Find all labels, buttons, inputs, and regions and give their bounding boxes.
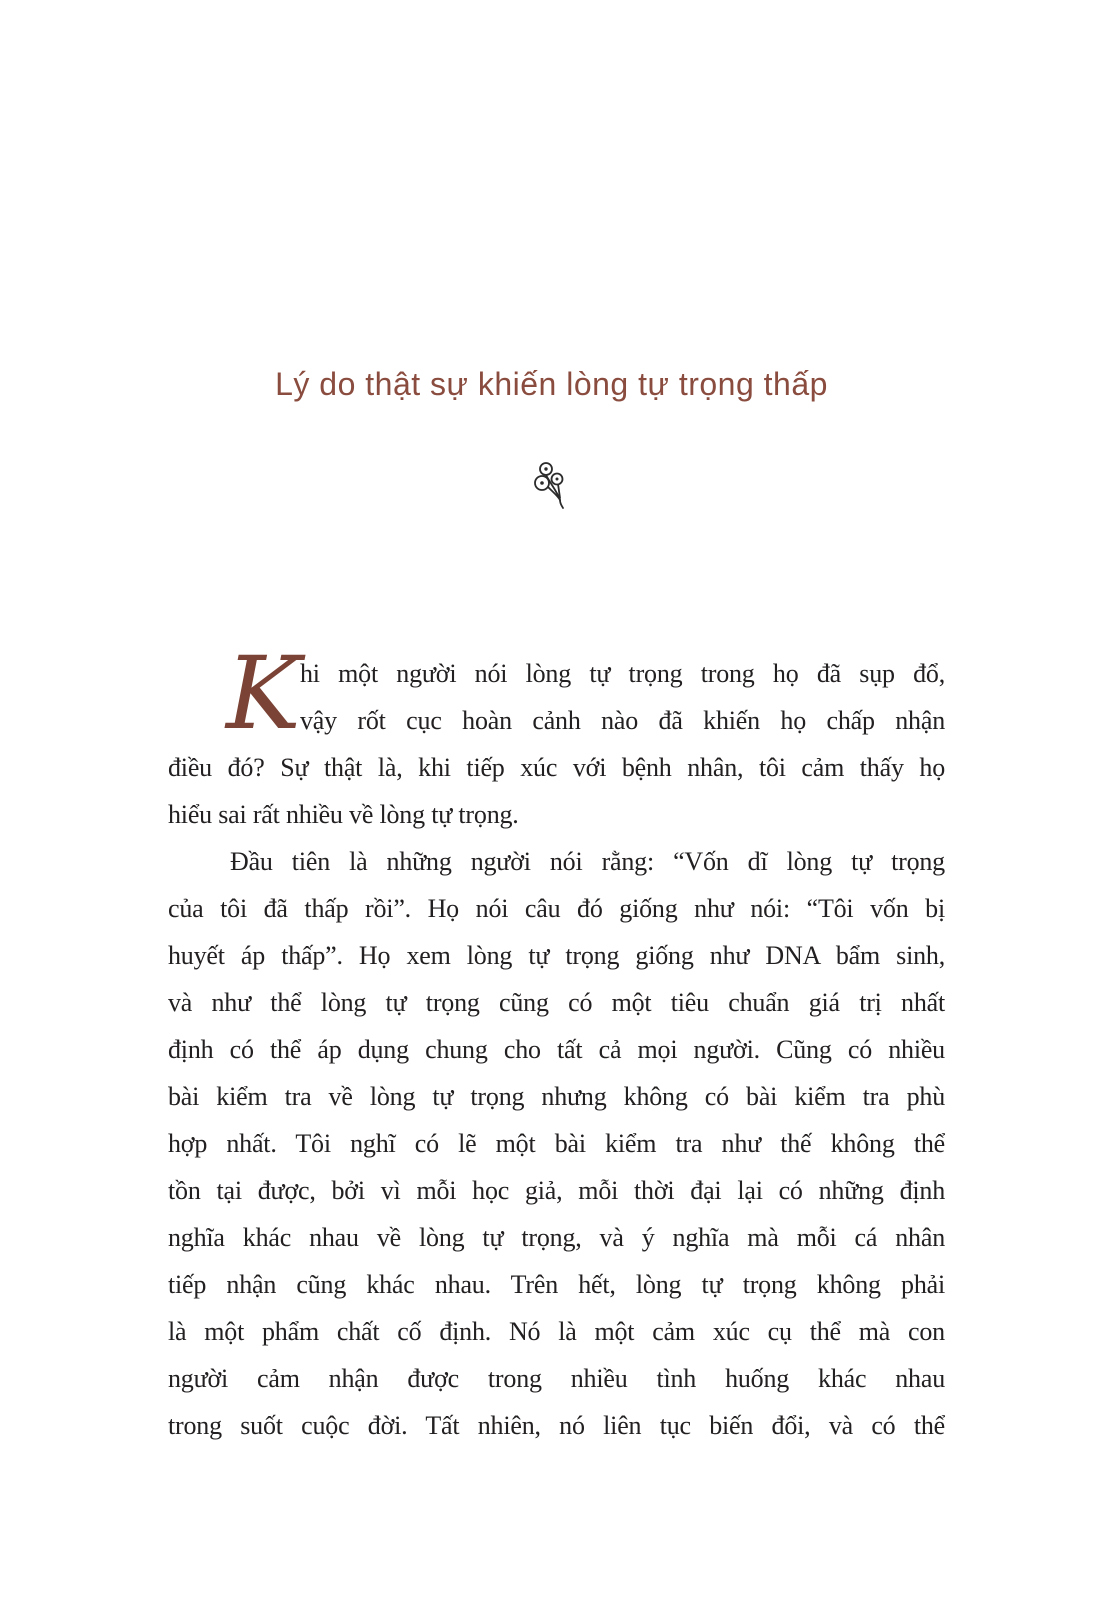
text-line: nghĩa khác nhau về lòng tự trọng, và ý nghĩa mà mỗi cá nhân xyxy=(168,1223,945,1252)
text-line: hiểu sai rất nhiều về lòng tự trọng. xyxy=(168,800,519,829)
text-line: bài kiểm tra về lòng tự trọng nhưng không có bài kiểm tra phù xyxy=(168,1082,945,1111)
text-line: trong suốt cuộc đời. Tất nhiên, nó liên tục biến đổi, và có thể xyxy=(168,1411,945,1440)
ornament-container xyxy=(530,460,574,510)
text-line: tồn tại được, bởi vì mỗi học giả, mỗi thời đại lại có những định xyxy=(168,1176,945,1205)
text-line: vậy rốt cục hoàn cảnh nào đã khiến họ chấp nhận xyxy=(300,706,945,735)
text-line: tiếp nhận cũng khác nhau. Trên hết, lòng tự trọng không phải xyxy=(168,1270,945,1299)
text-line: là một phẩm chất cố định. Nó là một cảm xúc cụ thể mà con xyxy=(168,1317,945,1346)
text-line: định có thể áp dụng chung cho tất cả mọi người. Cũng có nhiều xyxy=(168,1035,945,1064)
text-line: người cảm nhận được trong nhiều tình huống khác nhau xyxy=(168,1364,945,1393)
body-text xyxy=(168,635,945,1449)
chapter-title: Lý do thật sự khiến lòng tự trọng thấp xyxy=(275,366,828,402)
text-line: hi một người nói lòng tự trọng trong họ đã sụp đổ, xyxy=(300,659,945,688)
floral-sprig-icon xyxy=(532,497,572,514)
text-line: Đầu tiên là những người nói rằng: “Vốn dĩ lòng tự trọng xyxy=(230,847,945,876)
text-line: điều đó? Sự thật là, khi tiếp xúc với bệnh nhân, tôi cảm thấy họ xyxy=(168,753,945,782)
text-line: của tôi đã thấp rồi”. Họ nói câu đó giống như nói: “Tôi vốn bị xyxy=(168,894,945,923)
dropcap-letter: K xyxy=(226,635,301,752)
paragraph-2 xyxy=(168,838,945,1449)
text-line: huyết áp thấp”. Họ xem lòng tự trọng giống như DNA bẩm sinh, xyxy=(168,941,945,970)
text-line: và như thể lòng tự trọng cũng có một tiêu chuẩn giá trị nhất xyxy=(168,988,945,1017)
paragraph-1 xyxy=(168,635,945,838)
text-line: hợp nhất. Tôi nghĩ có lẽ một bài kiểm tra như thế không thể xyxy=(168,1129,945,1158)
